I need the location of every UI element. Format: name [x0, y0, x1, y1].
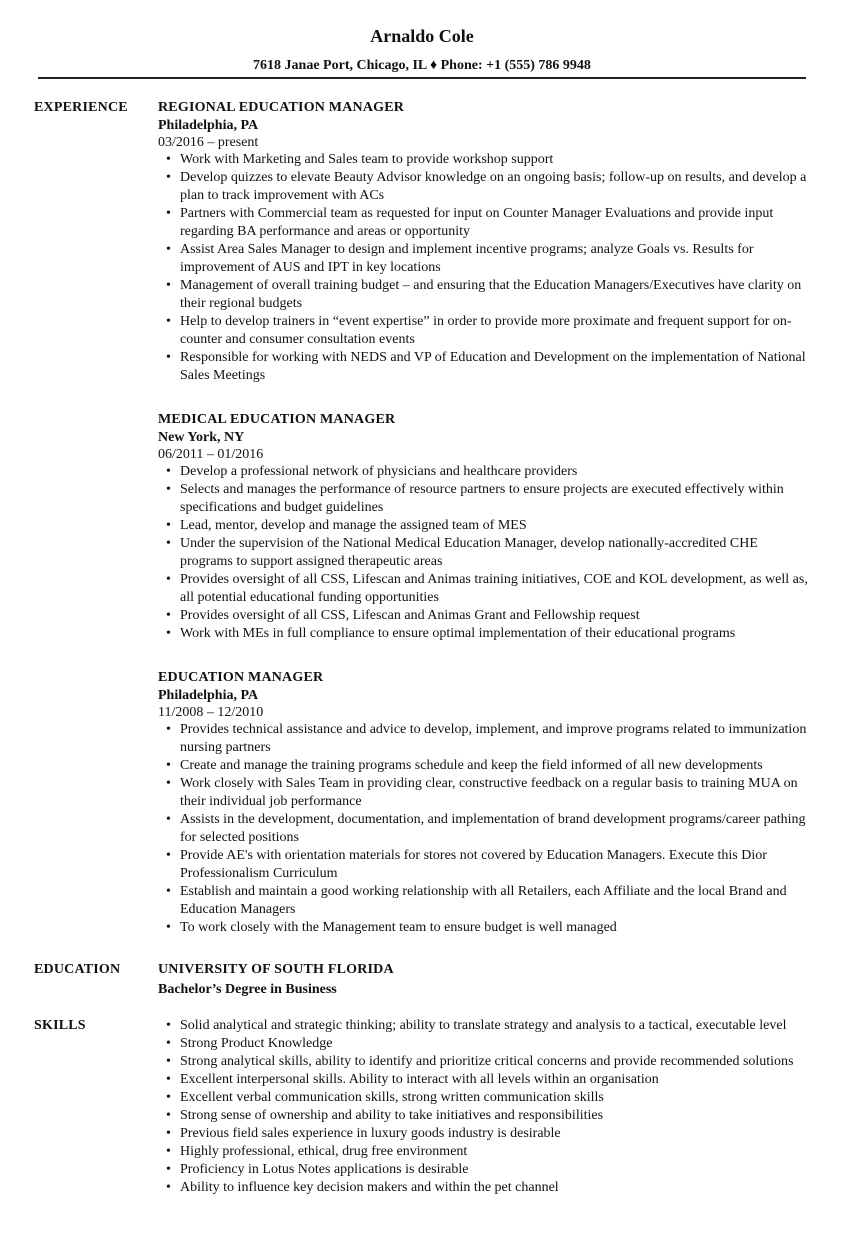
- bullet-item: • Develop quizzes to elevate Beauty Advisor knowledge on an ongoing basis; follow-up on results, and develop a plan to track improvement with ACs: [180, 169, 814, 205]
- job-dates: 03/2016 – present: [158, 135, 259, 150]
- job-entry: [158, 99, 814, 385]
- skills-body: [158, 1017, 814, 1197]
- bullet-item: • Lead, mentor, develop and manage the assigned team of MES: [180, 517, 814, 535]
- bullet-item: • Develop a professional network of physicians and healthcare providers: [180, 463, 814, 481]
- bullet-item: • Assists in the development, documentation, and implementation of brand development programs/career pathing for selected positions: [180, 811, 814, 847]
- experience-heading: EXPERIENCE: [34, 100, 128, 115]
- job-bullets: [158, 721, 814, 937]
- bullet-item: • Assist Area Sales Manager to design and implement incentive programs; analyze Goals vs. Results for improvement of AUS and IPT in key locations: [180, 241, 814, 277]
- job-entry: [158, 669, 814, 937]
- education-body: [158, 961, 814, 999]
- bullet-item: • Management of overall training budget – and ensuring that the Education Managers/Executives have clarity on their regional budgets: [180, 277, 814, 313]
- bullet-item: • Partners with Commercial team as requested for input on Counter Manager Evaluations and provide input regarding BA performance and areas or opportunity: [180, 205, 814, 241]
- contact-line: 7618 Janae Port, Chicago, IL ♦ Phone: +1 (555) 786 9948: [253, 58, 591, 73]
- bullet-item: • Selects and manages the performance of resource partners to ensure projects are executed effectively within specifications and budget guidelines: [180, 481, 814, 517]
- header-divider: [38, 77, 806, 79]
- skill-item: • Proficiency in Lotus Notes applications is desirable: [180, 1161, 814, 1179]
- bullet-item: • Work closely with Sales Team in providing clear, constructive feedback on a regular basis to training MUA on their individual job performance: [180, 775, 814, 811]
- job-location: New York, NY: [158, 430, 245, 445]
- job-dates: 06/2011 – 01/2016: [158, 447, 264, 462]
- candidate-name: Arnaldo Cole: [370, 26, 474, 46]
- experience-body: [158, 99, 814, 963]
- skill-item: • Ability to influence key decision makers and within the pet channel: [180, 1179, 814, 1197]
- skill-item: • Solid analytical and strategic thinking; ability to translate strategy and analysis to a tactical, executable level: [180, 1017, 814, 1035]
- job-location: Philadelphia, PA: [158, 688, 259, 703]
- bullet-item: • Provides oversight of all CSS, Lifescan and Animas Grant and Fellowship request: [180, 607, 814, 625]
- bullet-item: • Responsible for working with NEDS and VP of Education and Development on the implementation of National Sales Meetings: [180, 349, 814, 385]
- resume-header: [38, 25, 806, 75]
- skill-item: • Highly professional, ethical, drug free environment: [180, 1143, 814, 1161]
- skill-item: • Previous field sales experience in luxury goods industry is desirable: [180, 1125, 814, 1143]
- job-bullets: [158, 463, 814, 643]
- bullet-item: • Provides technical assistance and advice to develop, implement, and improve programs related to immunization nursing partners: [180, 721, 814, 757]
- bullet-item: • Work with Marketing and Sales team to provide workshop support: [180, 151, 814, 169]
- skills-heading: SKILLS: [34, 1018, 86, 1033]
- bullet-item: • Provides oversight of all CSS, Lifescan and Animas training initiatives, COE and KOL development, as well as, all potential educational funding opportunities: [180, 571, 814, 607]
- degree: Bachelor’s Degree in Business: [158, 982, 337, 997]
- school-name: UNIVERSITY OF SOUTH FLORIDA: [158, 962, 394, 977]
- education-heading: EDUCATION: [34, 962, 121, 977]
- bullet-item: • Provide AE's with orientation materials for stores not covered by Education Managers. Execute this Dior Professionalism Curriculum: [180, 847, 814, 883]
- job-entry: [158, 411, 814, 643]
- bullet-item: • To work closely with the Management team to ensure budget is well managed: [180, 919, 814, 937]
- job-bullets: [158, 151, 814, 385]
- skill-item: • Strong sense of ownership and ability to take initiatives and responsibilities: [180, 1107, 814, 1125]
- bullet-item: • Establish and maintain a good working relationship with all Retailers, each Affiliate and the local Brand and Education Managers: [180, 883, 814, 919]
- job-title: EDUCATION MANAGER: [158, 670, 324, 685]
- skills-list: [158, 1017, 814, 1197]
- job-title: MEDICAL EDUCATION MANAGER: [158, 412, 396, 427]
- job-location: Philadelphia, PA: [158, 118, 259, 133]
- job-dates: 11/2008 – 12/2010: [158, 705, 264, 720]
- bullet-item: • Help to develop trainers in “event expertise” in order to provide more proximate and frequent support for on-counter and consumer consultation events: [180, 313, 814, 349]
- bullet-item: • Under the supervision of the National Medical Education Manager, develop nationally-accredited CHE programs to support assigned therapeutic areas: [180, 535, 814, 571]
- bullet-item: • Create and manage the training programs schedule and keep the field informed of all new developments: [180, 757, 814, 775]
- skill-item: • Excellent verbal communication skills, strong written communication skills: [180, 1089, 814, 1107]
- skill-item: • Strong Product Knowledge: [180, 1035, 814, 1053]
- job-title: REGIONAL EDUCATION MANAGER: [158, 100, 405, 115]
- skill-item: • Excellent interpersonal skills. Ability to interact with all levels within an organisation: [180, 1071, 814, 1089]
- bullet-item: • Work with MEs in full compliance to ensure optimal implementation of their educational programs: [180, 625, 814, 643]
- skill-item: • Strong analytical skills, ability to identify and prioritize critical concerns and provide recommended solutions: [180, 1053, 814, 1071]
